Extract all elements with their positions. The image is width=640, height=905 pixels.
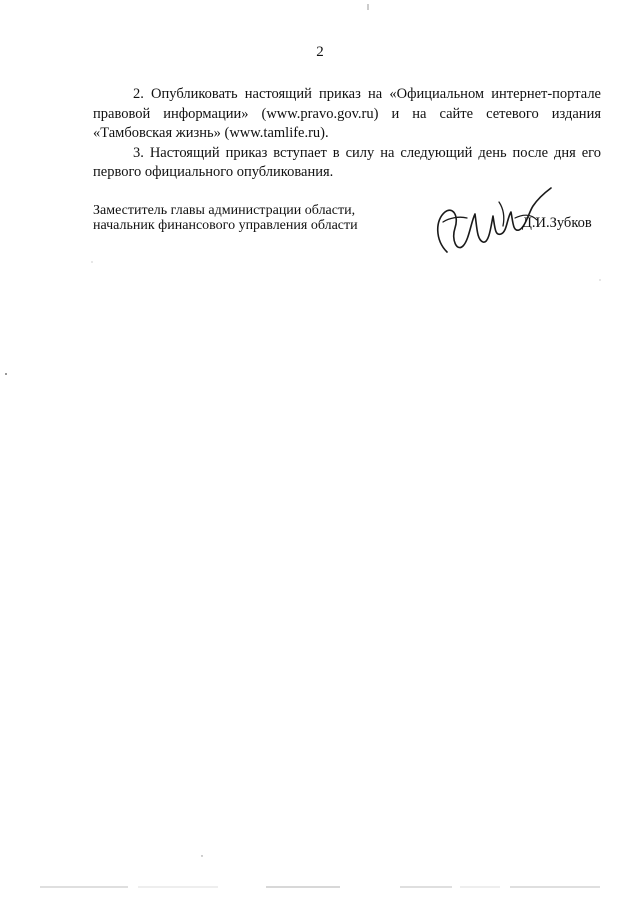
signatory-name: Д.И.Зубков bbox=[522, 215, 592, 231]
signatory-position-line-1: Заместитель главы администрации области, bbox=[93, 203, 356, 218]
signatory-position-line-2: начальник финансового управления области bbox=[93, 218, 358, 233]
page-number: 2 bbox=[316, 44, 324, 60]
paragraph-publication: 2. Опубликовать настоящий приказ на «Официальном интернет-портале правовой информации» (www.pravo.gov.ru) и на сайте сетевого издания «Тамбовская жизнь» (www.tamlife.ru). bbox=[93, 86, 601, 141]
document-body bbox=[93, 85, 601, 183]
signatory-position bbox=[93, 203, 358, 233]
paragraph-entry-into-force: 3. Настоящий приказ вступает в силу на следующий день после дня его первого официального опубликования. bbox=[93, 144, 601, 180]
